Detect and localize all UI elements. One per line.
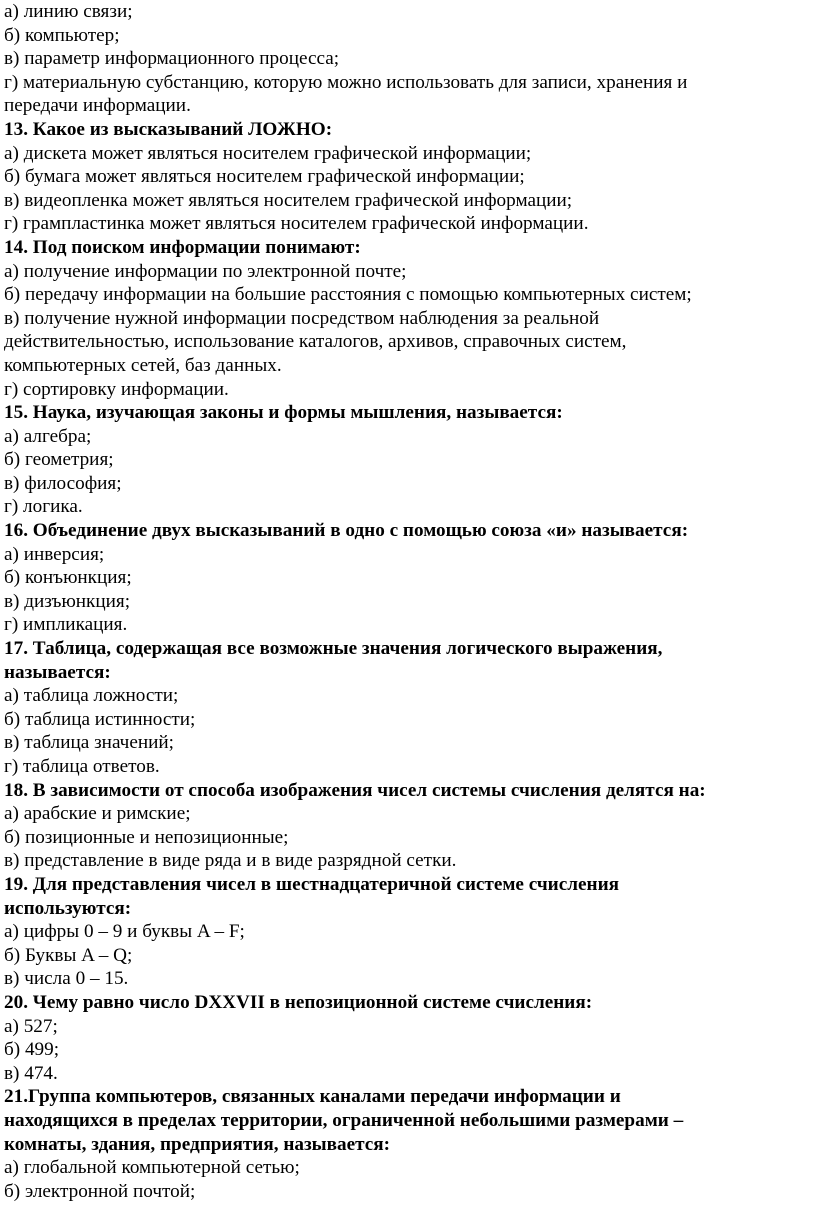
answer-option: а) таблица ложности;: [4, 685, 179, 707]
question-text: 17. Таблица, содержащая все возможные значения логического выражения,: [4, 638, 663, 660]
answer-option: б) таблица истинности;: [4, 708, 196, 730]
answer-option: г) сортировку информации.: [4, 378, 229, 400]
answer-option: б) позиционные и непозиционные;: [4, 826, 289, 848]
question-text: называется:: [4, 661, 111, 683]
question-text: 13. Какое из высказываний ЛОЖНО:: [4, 118, 333, 140]
answer-option: б) электронной почтой;: [4, 1180, 196, 1202]
question-text: находящихся в пределах территории, ограниченной небольшими размерами –: [4, 1109, 684, 1131]
answer-option: б) 499;: [4, 1039, 60, 1061]
answer-option: а) цифры 0 – 9 и буквы A – F;: [4, 921, 245, 943]
question-text: 14. Под поиском информации понимают:: [4, 236, 361, 258]
answer-option: а) получение информации по электронной почте;: [4, 260, 407, 282]
answer-option: в) видеопленка может являться носителем графической информации;: [4, 189, 573, 211]
answer-option: в) таблица значений;: [4, 732, 174, 754]
answer-option: б) Буквы A – Q;: [4, 944, 133, 966]
document-page: [4, 0, 810, 1203]
answer-option: г) логика.: [4, 496, 83, 518]
answer-option: а) глобальной компьютерной сетью;: [4, 1157, 300, 1179]
question-text: 15. Наука, изучающая законы и формы мышления, называется:: [4, 402, 563, 424]
question-text: используются:: [4, 897, 132, 919]
answer-option: а) дискета может являться носителем графической информации;: [4, 142, 532, 164]
answer-option: г) грампластинка может являться носителем графической информации.: [4, 213, 589, 235]
answer-option: а) инверсия;: [4, 543, 105, 565]
answer-option: а) линию связи;: [4, 1, 133, 22]
answer-option: б) компьютер;: [4, 24, 120, 46]
question-text: 20. Чему равно число DXXVII в непозиционной системе счисления:: [4, 991, 593, 1013]
answer-option: в) получение нужной информации посредством наблюдения за реальной: [4, 307, 600, 329]
question-text: 18. В зависимости от способа изображения чисел системы счисления делятся на:: [4, 779, 706, 801]
answer-option: а) 527;: [4, 1015, 58, 1037]
answer-option: г) импликация.: [4, 614, 128, 636]
answer-option: б) геометрия;: [4, 449, 114, 471]
answer-option: г) таблица ответов.: [4, 756, 160, 777]
answer-option: а) арабские и римские;: [4, 803, 191, 825]
answer-option: г) материальную субстанцию, которую можно использовать для записи, хранения и: [4, 71, 688, 93]
answer-option: б) передачу информации на большие расстояния с помощью компьютерных систем;: [4, 284, 692, 306]
answer-option: б) бумага может являться носителем графической информации;: [4, 166, 525, 188]
answer-option: в) 474.: [4, 1062, 58, 1084]
answer-option: действительностью, использование каталогов, архивов, справочных систем,: [4, 331, 627, 353]
answer-option: в) дизъюнкция;: [4, 590, 131, 612]
answer-option: в) числа 0 – 15.: [4, 968, 129, 990]
question-text: 19. Для представления чисел в шестнадцатеричной системе счисления: [4, 873, 620, 895]
question-text: комнаты, здания, предприятия, называется:: [4, 1133, 391, 1155]
answer-option: в) параметр информационного процесса;: [4, 48, 340, 70]
answer-option: компьютерных сетей, баз данных.: [4, 354, 282, 376]
answer-option: б) конъюнкция;: [4, 567, 132, 589]
answer-option: в) представление в виде ряда и в виде разрядной сетки.: [4, 850, 457, 872]
answer-option: в) философия;: [4, 472, 122, 494]
question-text: 16. Объединение двух высказываний в одно с помощью союза «и» называется:: [4, 520, 689, 542]
question-text: 21.Группа компьютеров, связанных каналами передачи информации и: [4, 1086, 621, 1108]
answer-option: передачи информации.: [4, 95, 191, 117]
answer-option: а) алгебра;: [4, 425, 92, 447]
